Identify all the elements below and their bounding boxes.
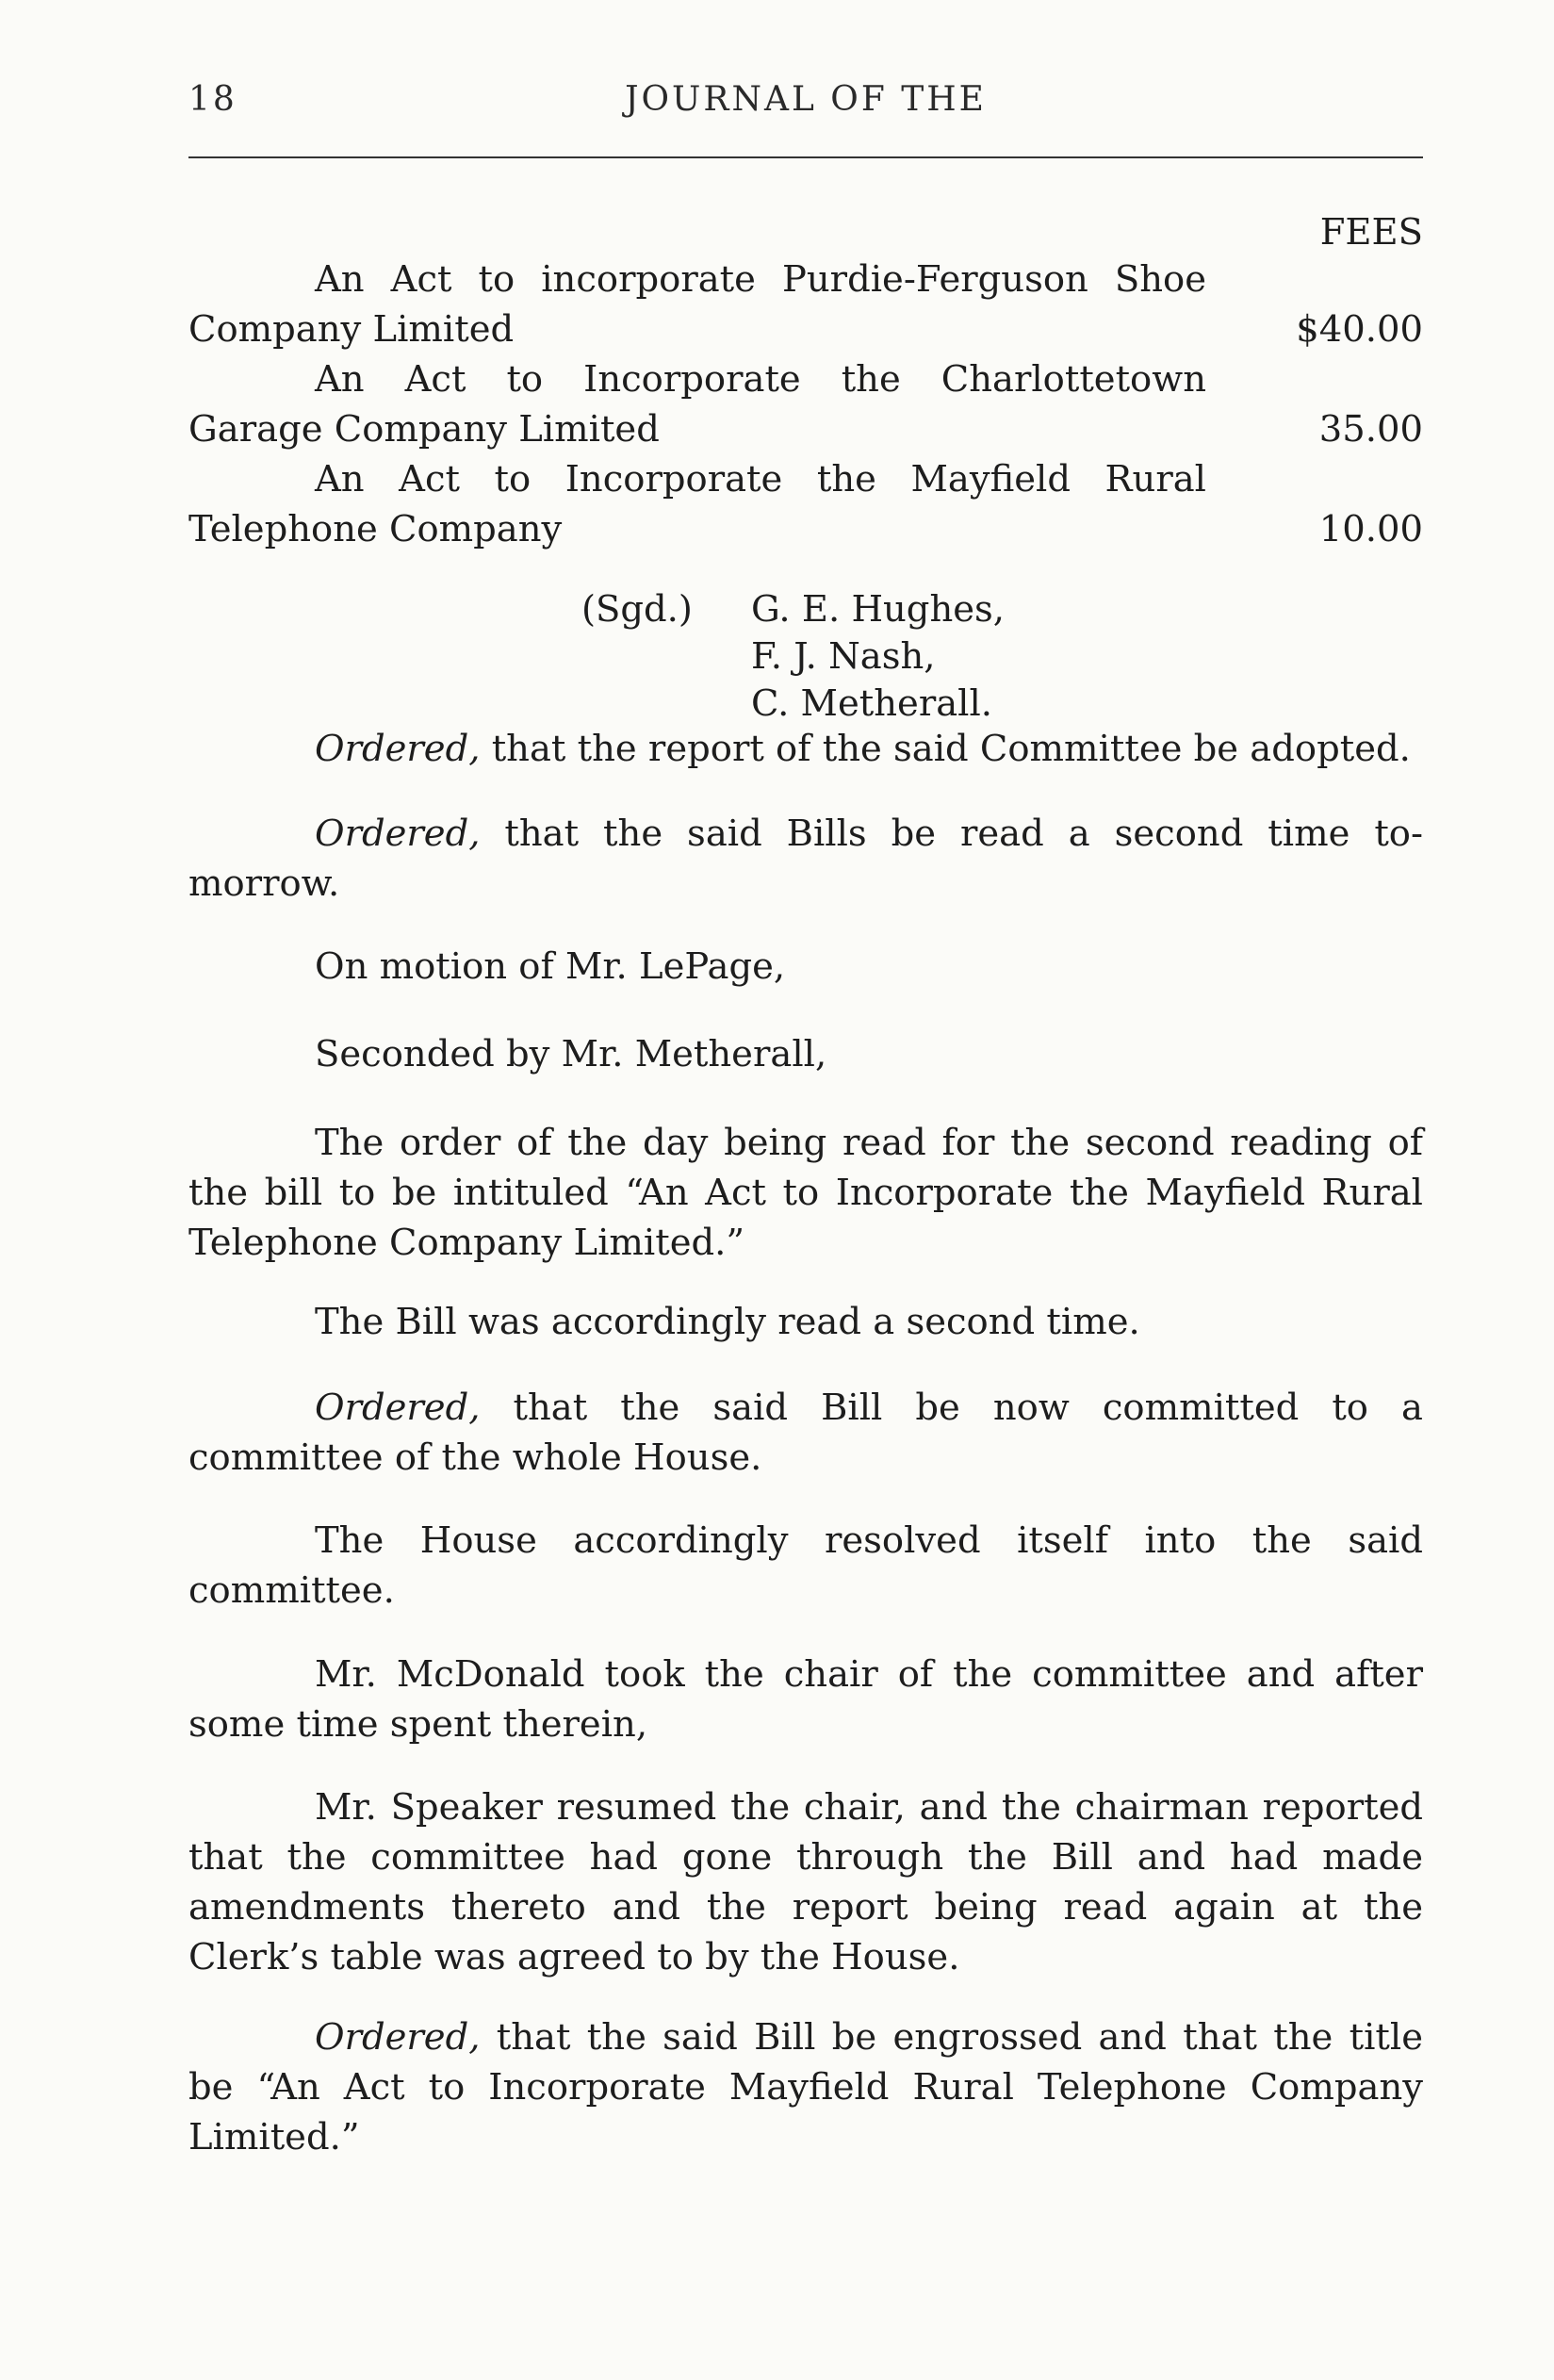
fee-item-amount: 10.00: [1318, 508, 1423, 550]
ordered-lead: Ordered,: [315, 2016, 481, 2059]
paragraph-ordered-committed: [188, 1383, 1423, 1483]
page-header: [188, 80, 1423, 127]
fee-item-title: An Act to Incorporate the Charlottetown Garage Company Limited: [188, 358, 1206, 451]
ordered-lead: Ordered,: [315, 1387, 481, 1429]
paragraph-ordered-engrossed: [188, 2012, 1423, 2162]
signature-name: G. E. Hughes,: [751, 588, 1006, 631]
paragraph-text: that the report of the said Committee be adopted.: [480, 728, 1411, 770]
header-rule: [188, 156, 1423, 158]
fee-item-amount: 35.00: [1318, 408, 1423, 451]
fee-item-amount: $40.00: [1296, 308, 1423, 351]
paragraph-seconded: Seconded by Mr. Metherall,: [315, 1033, 827, 1075]
paragraph-ordered-second-reading: [188, 809, 1423, 909]
paragraph-text: that the said Bill be now committed to a committee of the whole House.: [188, 1387, 1423, 1479]
paragraph-motion: On motion of Mr. LePage,: [315, 945, 786, 988]
paragraph-house-resolved: The House accordingly resolved itself into the said committee.: [188, 1519, 1423, 1612]
ordered-lead: Ordered,: [315, 812, 481, 855]
fee-item-title: An Act to incorporate Purdie-Ferguson Shoe Company Limited: [188, 258, 1206, 351]
paragraph-chair: Mr. McDonald took the chair of the committee and after some time spent therein,: [188, 1653, 1423, 1746]
signature-name: F. J. Nash,: [751, 635, 936, 678]
fees-heading: FEES: [1319, 211, 1423, 254]
paragraph-speaker-resumed: Mr. Speaker resumed the chair, and the chairman reported that the committee had gone through the Bill and had made amendments thereto and the report being read again at the Clerk’s table was agreed to by the House.: [188, 1786, 1423, 1978]
ordered-lead: Ordered,: [315, 728, 481, 770]
paragraph-order-of-day: The order of the day being read for the second reading of the bill to be intituled “An Act to Incorporate the Mayfield Rural Telephone Company Limited.”: [188, 1122, 1423, 1264]
paragraph-bill-read: The Bill was accordingly read a second time.: [315, 1301, 1140, 1343]
signature-prefix: (Sgd.): [581, 588, 693, 631]
page-number: 18: [188, 80, 237, 119]
fee-item-title: An Act to Incorporate the Mayfield Rural Telephone Company: [188, 458, 1206, 550]
signature-name: C. Metherall.: [751, 682, 993, 725]
paragraph-text: that the said Bill be engrossed and that the title be “An Act to Incorporate Mayfield Rural Telephone Company Limited.”: [188, 2016, 1423, 2158]
running-head: JOURNAL OF THE: [625, 80, 987, 119]
paragraph-ordered-report: [188, 724, 1423, 774]
paragraph-text: that the said Bills be read a second time to-morrow.: [188, 812, 1423, 905]
